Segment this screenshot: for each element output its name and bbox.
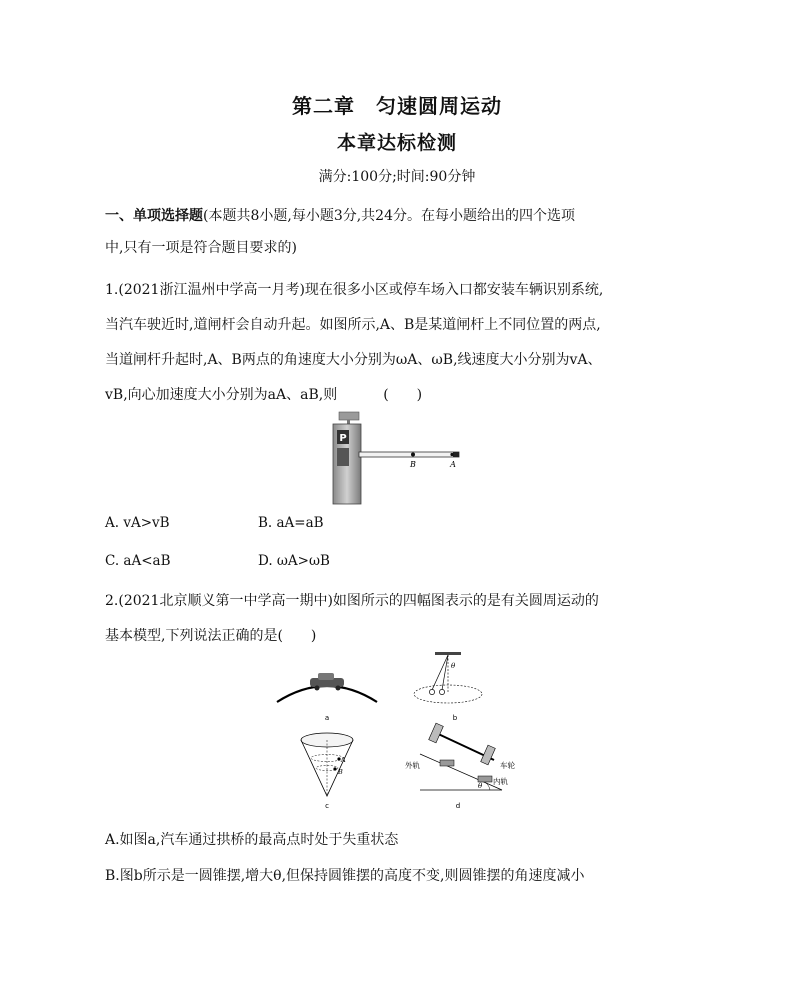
label-b: B bbox=[410, 460, 416, 469]
q1-line4-text: vB,向心加速度大小分别为aA、aB,则 bbox=[105, 387, 338, 403]
parking-p-label: P bbox=[339, 433, 347, 444]
section1-heading: 一、单项选择题 bbox=[105, 208, 203, 224]
figure-d-banked-rails bbox=[405, 723, 515, 810]
q2-line2-text: 基本模型,下列说法正确的是 bbox=[105, 628, 278, 644]
circular-motion-models-figure bbox=[272, 650, 522, 810]
cone-label-b: B bbox=[338, 768, 343, 776]
q1-option-c[interactable]: C. aA<aB bbox=[105, 553, 171, 569]
q1-option-a[interactable]: A. vA>vB bbox=[105, 515, 170, 531]
section1-line1 bbox=[105, 205, 705, 225]
theta-label-d: θ bbox=[478, 782, 483, 790]
q2-line1: 2.(2021北京顺义第一中学高一期中)如图所示的四幅图表示的是有关圆周运动的 bbox=[105, 593, 599, 609]
q1-line2: 当汽车驶近时,道闸杆会自动升起。如图所示,A、B是某道闸杆上不同位置的两点, bbox=[105, 317, 601, 333]
ticket-panel bbox=[337, 448, 349, 466]
q2-option-a[interactable]: A.如图a,汽车通过拱桥的最高点时处于失重状态 bbox=[105, 832, 399, 848]
section1-desc-2: 中,只有一项是符合题目要求的) bbox=[105, 240, 297, 256]
figure-b-conical-pendulum bbox=[414, 652, 482, 722]
q1-line1: 1.(2021浙江温州中学高一月考)现在很多小区或停车场入口都安装车辆识别系统, bbox=[105, 282, 604, 298]
theta-label-b: θ bbox=[451, 662, 456, 670]
point-b-dot bbox=[411, 453, 415, 457]
figure-b-label: b bbox=[452, 714, 458, 722]
section-title: 本章达标检测 bbox=[336, 132, 457, 154]
wheel-label: 车轮 bbox=[500, 761, 515, 770]
inner-rail-label: 内轨 bbox=[493, 777, 508, 786]
gate-arm bbox=[359, 452, 459, 457]
figure-c-label: c bbox=[325, 802, 329, 810]
q1-line3: 当道闸杆升起时,A、B两点的角速度大小分别为ωA、ωB,线速度大小分别为vA、 bbox=[105, 352, 602, 368]
figure-a-label: a bbox=[324, 714, 330, 722]
q2-option-b[interactable]: B.图b所示是一圆锥摆,增大θ,但保持圆锥摆的高度不变,则圆锥摆的角速度减小 bbox=[105, 868, 585, 884]
figure-a-arch-bridge bbox=[277, 673, 377, 722]
q2-answer-paren: ( ) bbox=[277, 628, 317, 644]
q1-option-b[interactable]: B. aA=aB bbox=[258, 515, 324, 531]
figure-c-cone bbox=[301, 733, 353, 810]
chapter-title: 第二章 匀速圆周运动 bbox=[292, 94, 502, 118]
q1-answer-paren: ( ) bbox=[383, 387, 423, 403]
camera-icon bbox=[339, 412, 359, 420]
outer-rail-label: 外轨 bbox=[405, 761, 420, 770]
q2-line2 bbox=[105, 625, 705, 645]
section1-desc-1: (本题共8小题,每小题3分,共24分。在每小题给出的四个选项 bbox=[203, 208, 575, 224]
barrier-gate-figure bbox=[325, 410, 470, 505]
point-a-dot bbox=[450, 453, 453, 456]
q1-line4 bbox=[105, 384, 705, 404]
q1-option-d[interactable]: D. ωA>ωB bbox=[258, 553, 330, 569]
label-a: A bbox=[450, 460, 456, 469]
figure-d-label: d bbox=[455, 802, 461, 810]
exam-meta: 满分:100分;时间:90分钟 bbox=[318, 169, 476, 185]
cone-label-a: A bbox=[341, 756, 346, 764]
